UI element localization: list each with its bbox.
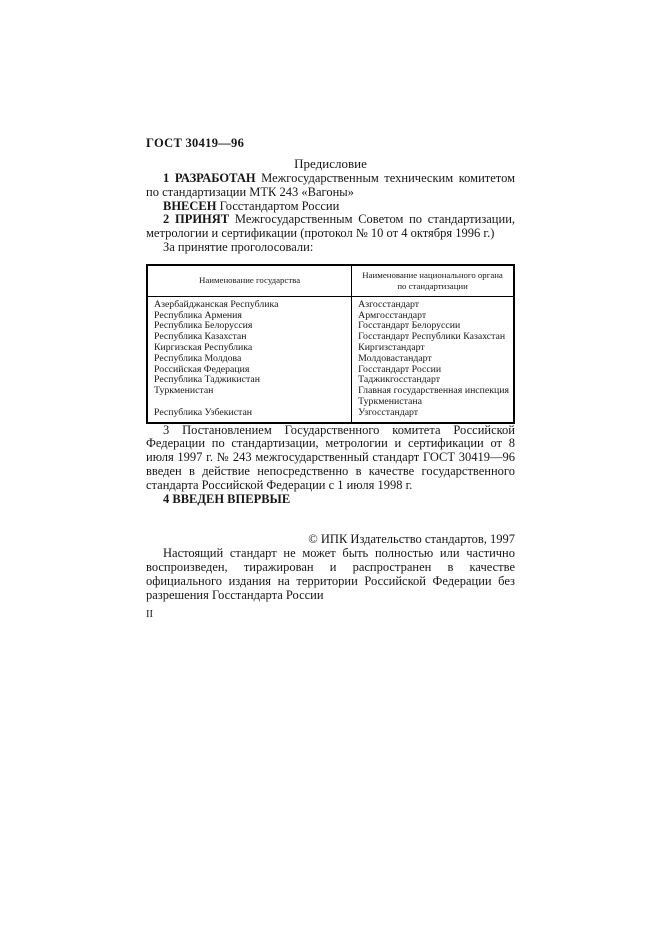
org-cell: Госстандарт Белоруссии <box>358 320 461 332</box>
table-row <box>147 386 514 408</box>
org-cell: Узгосстандарт <box>358 406 419 418</box>
country-cell: Киргизская Республика <box>147 343 352 354</box>
country-cell: Республика Белоруссия <box>147 321 352 332</box>
vote-table-header-row <box>147 265 514 297</box>
clause-developed <box>146 172 515 200</box>
org-cell: Молдовастандарт <box>358 352 432 364</box>
country-cell: Республика Таджикистан <box>147 375 352 386</box>
clause-introduced: 4 ВВЕДЕН ВПЕРВЫЕ <box>163 491 291 506</box>
clause-adopted-keyword: 2 ПРИНЯТ <box>163 212 230 227</box>
country-cell: Туркменистан <box>147 386 352 408</box>
clause-adopted-text: Межгосударственным Советом по стандартизации, метрологии и сертификации (протокол № 10 от 4 октября 1996 г.) <box>146 212 516 241</box>
country-cell: Российская Федерация <box>147 365 352 376</box>
country-cell: Республика Армения <box>147 311 352 322</box>
table-row <box>147 408 514 423</box>
org-cell: Азгосстандарт <box>358 298 420 310</box>
page-content <box>146 136 515 620</box>
copyright-line: © ИПК Издательство стандартов, 1997 <box>308 532 515 547</box>
clause-submitted-keyword: ВНЕСЕН <box>163 198 217 213</box>
clause-decree: 3 Постановлением Государственного комитета Российской Федерации по стандартизации, метрологии и сертификации от 8 июля 1997 г. № 243 межгосударственный стандарт ГОСТ 30419—96 введен в действие непосредственно в качестве государственного стандарта Российской Федерации с 1 июля 1998 г. <box>146 422 515 492</box>
org-cell: Госстандарт России <box>358 363 442 375</box>
page-number: II <box>146 608 153 620</box>
country-cell: Республика Молдова <box>147 354 352 365</box>
org-cell: Киргизстандарт <box>358 341 425 353</box>
col-header-org: Наименование национального органа по стандартизации <box>352 265 514 297</box>
clause-developed-keyword: 1 РАЗРАБОТАН <box>163 171 256 185</box>
vote-intro: За принятие проголосовали: <box>163 239 314 254</box>
country-cell: Азербайджанская Республика <box>147 296 352 310</box>
preface-title: Предисловие <box>294 156 367 171</box>
vote-table <box>146 264 515 424</box>
country-cell: Республика Казахстан <box>147 332 352 343</box>
clause-submitted <box>146 200 515 214</box>
clause-developed-text: Межгосударственным техническим комитетом по стандартизации МТК 243 «Вагоны» <box>146 171 515 199</box>
clause-adopted <box>146 213 515 241</box>
vote-table-body <box>147 296 514 422</box>
restriction-note: Настоящий стандарт не может быть полностью или частично воспроизведен, тиражирован и распространен в качестве официального издания на территории Российской Федерации без разрешения Госстандарта России <box>146 546 515 602</box>
vote-table-head <box>147 265 514 297</box>
clause-submitted-text: Госстандартом России <box>219 198 340 213</box>
country-cell: Республика Узбекистан <box>147 408 352 423</box>
org-cell: Госстандарт Республики Казахстан <box>358 331 506 343</box>
table-row <box>147 296 514 310</box>
doc-number: ГОСТ 30419—96 <box>146 136 245 150</box>
org-cell: Главная государственная инспекция Туркменистана <box>358 385 509 407</box>
org-cell: Таджикгосстандарт <box>358 374 440 386</box>
org-cell: Армгосстандарт <box>358 309 427 321</box>
col-header-country: Наименование государства <box>147 265 352 297</box>
table-row <box>147 354 514 365</box>
